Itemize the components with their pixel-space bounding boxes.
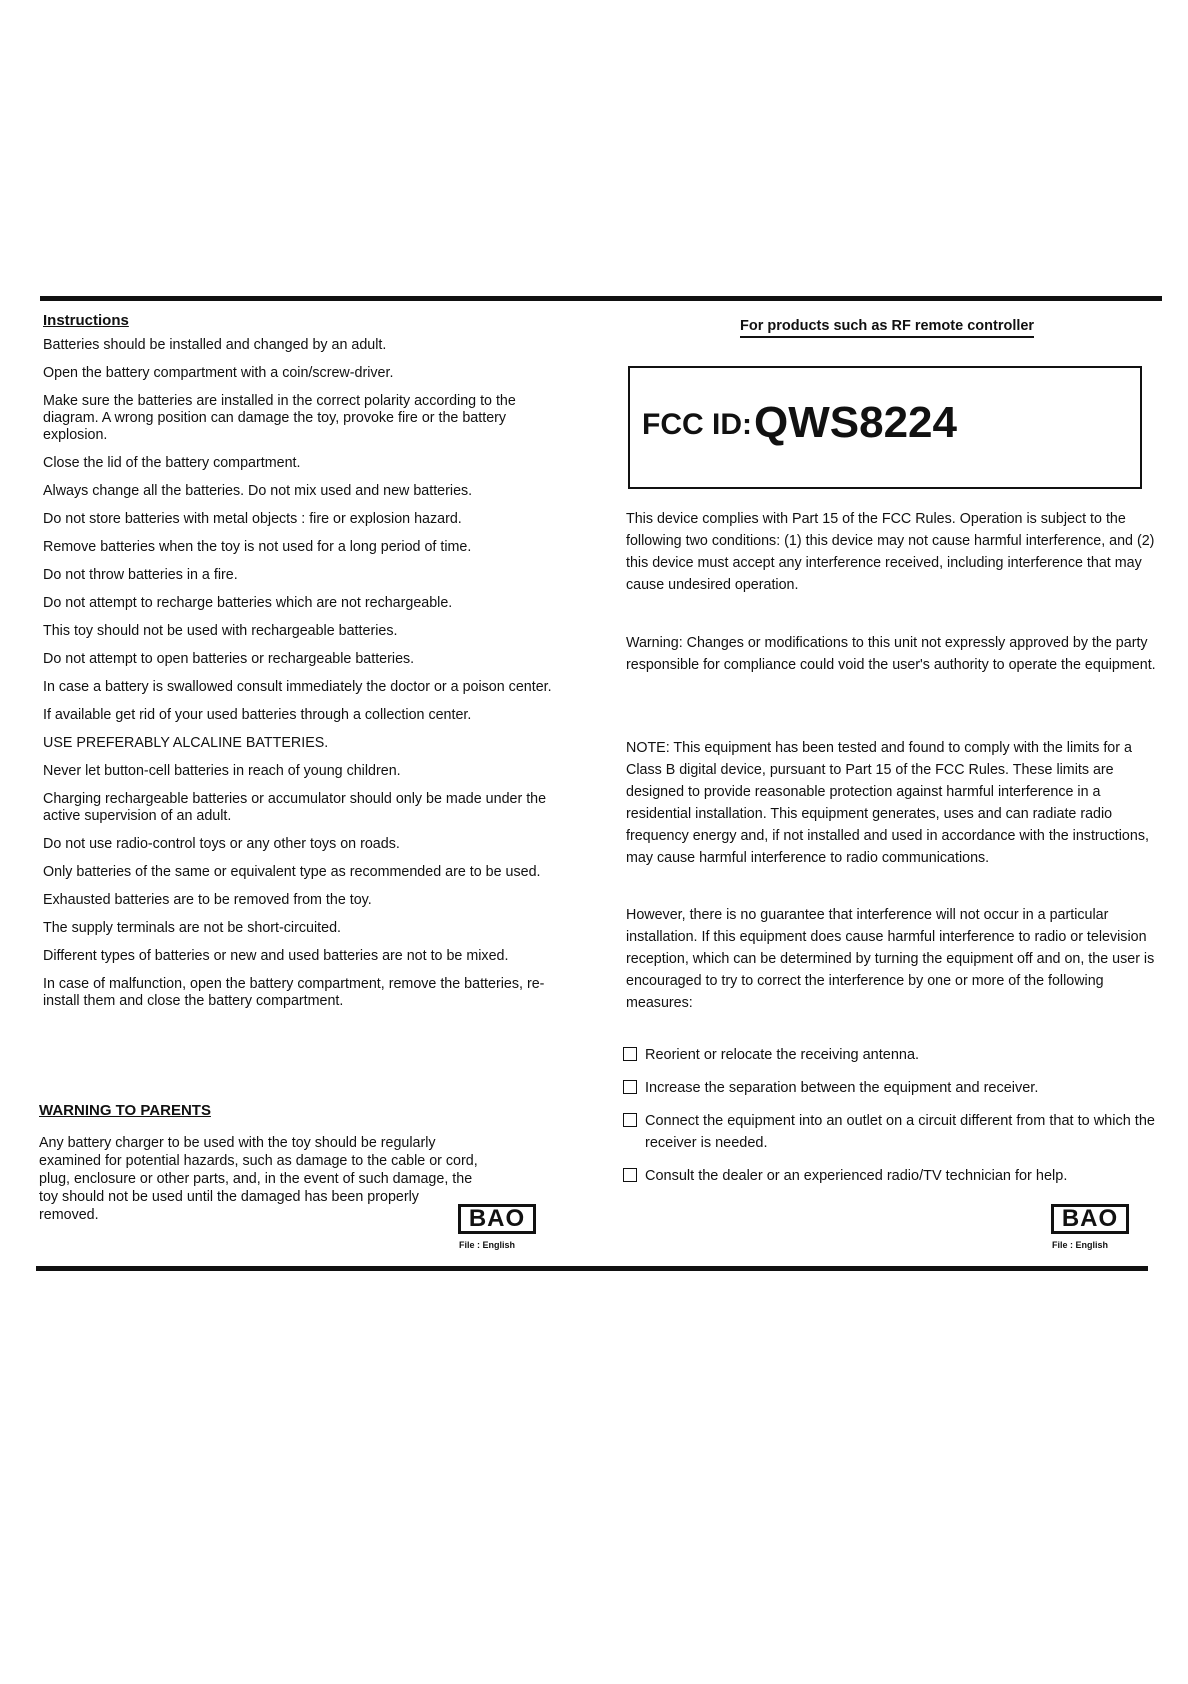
instruction-item: Close the lid of the battery compartment. (43, 455, 301, 471)
fcc-id-label: FCC ID: (642, 408, 752, 441)
instruction-item: USE PREFERABLY ALCALINE BATTERIES. (43, 735, 329, 751)
instruction-item: Do not use radio-control toys or any other toys on roads. (43, 836, 400, 852)
measure-text: Reorient or relocate the receiving antenna. (645, 1047, 920, 1063)
checkbox-icon (623, 1047, 637, 1061)
file-label: File : English (459, 1240, 516, 1250)
list-item (623, 1044, 1168, 1066)
instruction-item: Always change all the batteries. Do not mix used and new batteries. (43, 483, 473, 499)
fcc-heading: For products such as RF remote controller (740, 318, 1034, 338)
instruction-item: Do not attempt to recharge batteries which are not rechargeable. (43, 595, 453, 611)
instruction-item: Make sure the batteries are installed in the correct polarity according to the diagram. A wrong position can damage the toy, provoke fire or the battery explosion. (43, 393, 516, 443)
fcc-warning-text: Warning: Changes or modifications to this unit not expressly approved by the party responsible for compliance could void the user's authority to operate the equipment. (626, 635, 1156, 673)
fcc-id-value: QWS8224 (754, 398, 957, 447)
instruction-item: This toy should not be used with rechargeable batteries. (43, 623, 398, 639)
top-divider (40, 296, 1162, 301)
list-item (623, 1165, 1168, 1187)
measure-text: Increase the separation between the equipment and receiver. (645, 1080, 1039, 1096)
instruction-item: Only batteries of the same or equivalent type as recommended are to be used. (43, 864, 541, 880)
list-item (623, 1077, 1168, 1099)
instruction-item: The supply terminals are not be short-circuited. (43, 920, 341, 936)
fcc-compliance-text: This device complies with Part 15 of the FCC Rules. Operation is subject to the following two conditions: (1) this device may not cause harmful interference, and (2) this device must accept any interference received, including interference that may cause undesired operation. (626, 511, 1155, 593)
instruction-item: Do not store batteries with metal objects : fire or explosion hazard. (43, 511, 462, 527)
instruction-item: Charging rechargeable batteries or accumulator should only be made under the active supervision of an adult. (43, 791, 547, 824)
instruction-item: In case of malfunction, open the battery compartment, remove the batteries, re-install them and close the battery compartment. (43, 976, 545, 1009)
bottom-divider (36, 1266, 1148, 1271)
instruction-item: Batteries should be installed and changed by an adult. (43, 337, 387, 353)
instruction-item: If available get rid of your used batteries through a collection center. (43, 707, 472, 723)
instruction-item: Exhausted batteries are to be removed from the toy. (43, 892, 372, 908)
instruction-item: Open the battery compartment with a coin/screw-driver. (43, 365, 394, 381)
file-label: File : English (1052, 1240, 1109, 1250)
instruction-item: Do not attempt to open batteries or rechargeable batteries. (43, 651, 415, 667)
warning-title: WARNING TO PARENTS (39, 1102, 211, 1119)
measure-text: Consult the dealer or an experienced radio/TV technician for help. (645, 1168, 1068, 1184)
bao-logo: BAO (458, 1204, 536, 1234)
checkbox-icon (623, 1168, 637, 1182)
instruction-item: Do not throw batteries in a fire. (43, 567, 238, 583)
warning-text: Any battery charger to be used with the toy should be regularly examined for potential hazards, such as damage to the cable or cord, plug, enclosure or other parts, and, in the event of such damage, the toy should not be used until the damaged has been properly removed. (39, 1135, 478, 1223)
checkbox-icon (623, 1080, 637, 1094)
fcc-id-box (628, 366, 1142, 489)
bao-logo: BAO (1051, 1204, 1129, 1234)
fcc-however-text: However, there is no guarantee that interference will not occur in a particular installation. If this equipment does cause harmful interference to radio or television reception, which can be determined by turning the equipment off and on, the user is encouraged to try to correct the interference by one or more of the following measures: (626, 907, 1155, 1011)
instructions-section (40, 312, 560, 1021)
fcc-note-text: NOTE: This equipment has been tested and found to comply with the limits for a Class B digital device, pursuant to Part 15 of the FCC Rules. These limits are designed to provide reasonable protection against harmful interference in a residential installation. This equipment generates, uses and can radiate radio frequency energy and, if not installed and used in accordance with the instructions, may cause harmful interference to radio communications. (626, 740, 1149, 866)
instruction-item: Remove batteries when the toy is not used for a long period of time. (43, 539, 472, 555)
measures-list (623, 1044, 1168, 1198)
instruction-item: In case a battery is swallowed consult immediately the doctor or a poison center. (43, 679, 552, 695)
checkbox-icon (623, 1113, 637, 1127)
list-item (623, 1110, 1168, 1154)
measure-text: Connect the equipment into an outlet on a circuit different from that to which the receiver is needed. (645, 1113, 1155, 1151)
instructions-title: Instructions (43, 312, 129, 329)
instruction-item: Different types of batteries or new and used batteries are not to be mixed. (43, 948, 509, 964)
instruction-item: Never let button-cell batteries in reach of young children. (43, 763, 401, 779)
